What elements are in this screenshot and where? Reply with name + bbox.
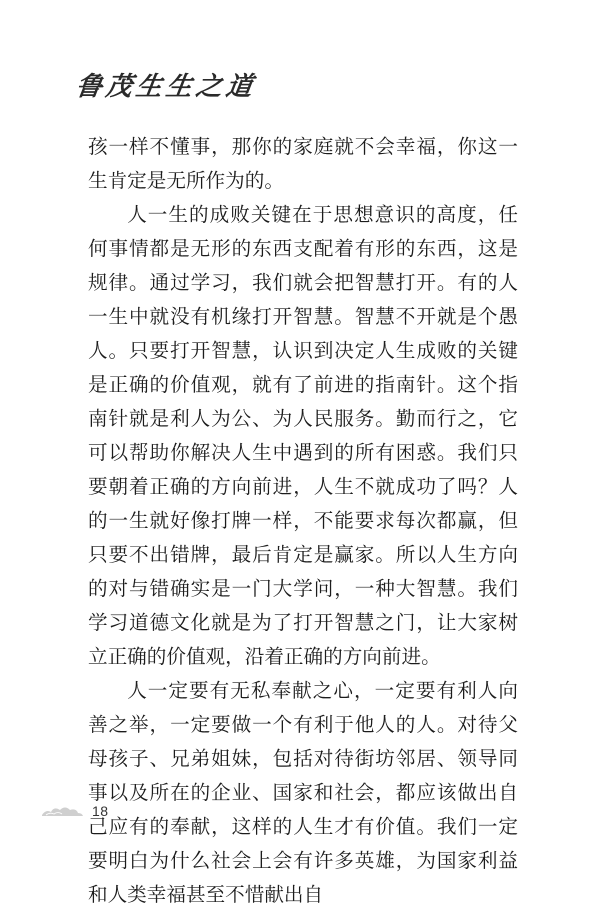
page-number: 18 — [92, 803, 109, 819]
paragraph: 人一生的成败关键在于思想意识的高度，任何事情都是无形的东西支配着有形的东西，这是规律。通过学习，我们就会把智慧打开。有的人一生中就没有机缘打开智慧。智慧不开就是个愚人。只要打开智慧，认识到决定人生成败的关键是正确的价值观，就有了前进的指南针。这个指南针就是利人为公、为人民服务。勤而行之，它可以帮助你解决人生中遇到的所有困惑。我们只要朝着正确的方向前进，人生不就成功了吗？人的一生就好像打牌一样，不能要求每次都赢，但只要不出错牌，最后肯定是赢家。所以人生方向的对与错确实是一门大学问，一种大智慧。我们学习道德文化就是为了打开智慧之门，让大家树立正确的价值观，沿着正确的方向前进。 — [88, 203, 518, 668]
cloud-icon — [40, 803, 84, 819]
book-title: 鲁茂生生之道 — [73, 72, 259, 102]
page-footer — [40, 803, 109, 819]
paragraph: 孩一样不懂事，那你的家庭就不会幸福，你这一生肯定是无所作为的。 — [88, 135, 518, 192]
paragraph: 人一定要有无私奉献之心，一定要有利人向善之举，一定要做一个有利于他人的人。对待父母孩子、兄弟姐妹，包括对待街坊邻居、领导同事以及所在的企业、国家和社会，都应该做出自己应有的奉献，这样的人生才有价值。我们一定要明白为什么社会上会有许多英雄，为国家利益和人类幸福甚至不惜献出自 — [88, 679, 518, 906]
running-header — [73, 72, 259, 102]
page-body — [88, 130, 518, 912]
